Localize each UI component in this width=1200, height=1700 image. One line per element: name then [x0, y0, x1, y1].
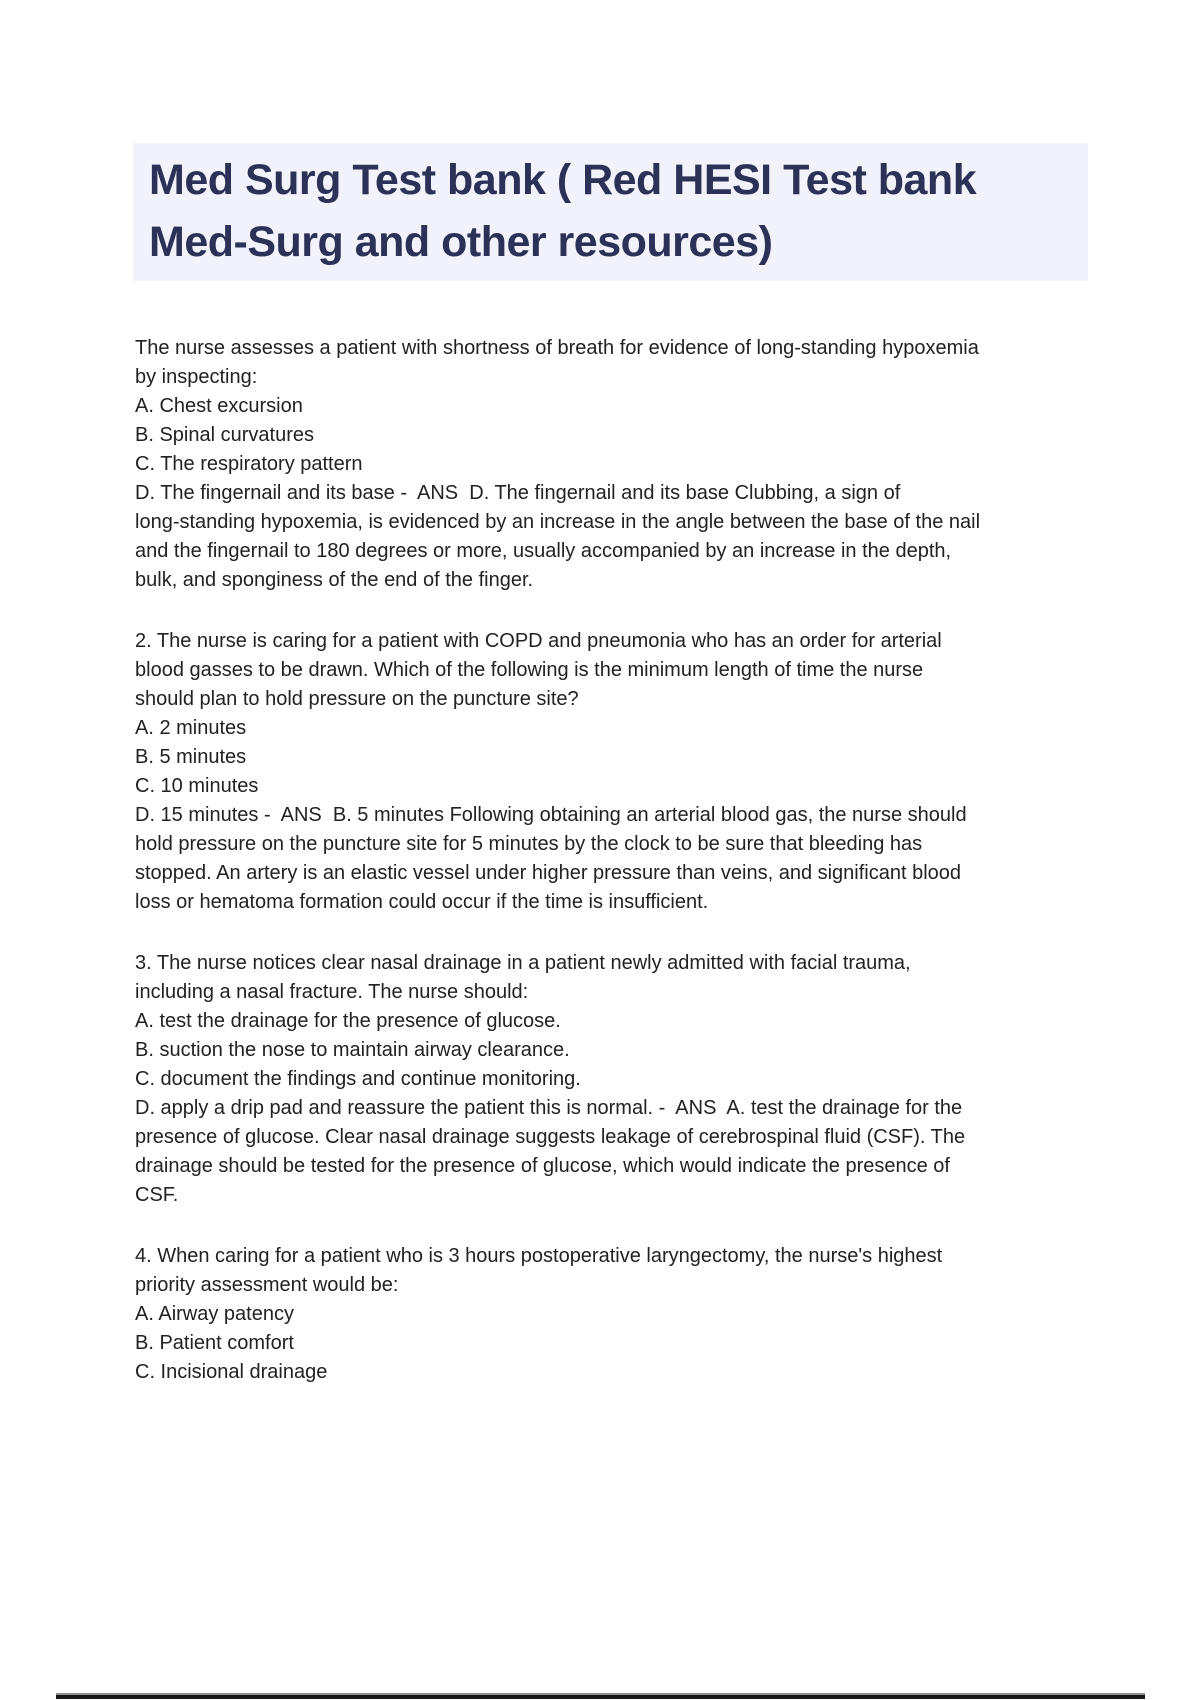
question-line: 2. The nurse is caring for a patient with COPD and pneumonia who has an order for arterial: [135, 630, 942, 652]
question-line: A. Airway patency: [135, 1303, 294, 1325]
question-line: C. document the findings and continue monitoring.: [135, 1068, 581, 1090]
question-line: The nurse assesses a patient with shortness of breath for evidence of long-standing hypoxemia: [135, 337, 979, 359]
question-line: stopped. An artery is an elastic vessel under higher pressure than veins, and significant blood: [135, 862, 962, 884]
question-block: [135, 1242, 1075, 1387]
question-line: A. 2 minutes: [135, 717, 247, 739]
question-line: CSF.: [135, 1184, 179, 1206]
question-line: D. apply a drip pad and reassure the patient this is normal. - ANS A. test the drainage for the: [135, 1097, 963, 1119]
question-line: blood gasses to be drawn. Which of the following is the minimum length of time the nurse: [135, 659, 924, 681]
question-line: C. 10 minutes: [135, 775, 259, 797]
question-line: and the fingernail to 180 degrees or more, usually accompanied by an increase in the depth,: [135, 540, 952, 562]
question-line: including a nasal fracture. The nurse should:: [135, 981, 529, 1003]
question-block: [135, 334, 1075, 595]
question-line: D. 15 minutes - ANS B. 5 minutes Following obtaining an arterial blood gas, the nurse should: [135, 804, 967, 826]
question-line: D. The fingernail and its base - ANS D. The fingernail and its base Clubbing, a sign of: [135, 482, 901, 504]
question-block: [135, 627, 1075, 917]
question-line: C. The respiratory pattern: [135, 453, 363, 475]
question-line: loss or hematoma formation could occur if the time is insufficient.: [135, 891, 709, 913]
question-line: B. 5 minutes: [135, 746, 247, 768]
question-line: bulk, and sponginess of the end of the finger.: [135, 569, 534, 591]
question-line: long-standing hypoxemia, is evidenced by an increase in the angle between the base of the nail: [135, 511, 981, 533]
question-line: priority assessment would be:: [135, 1274, 399, 1296]
question-line: C. Incisional drainage: [135, 1361, 328, 1383]
question-line: hold pressure on the puncture site for 5 minutes by the clock to be sure that bleeding has: [135, 833, 923, 855]
question-line: A. test the drainage for the presence of glucose.: [135, 1010, 561, 1032]
question-line: should plan to hold pressure on the puncture site?: [135, 688, 579, 710]
question-block: [135, 949, 1075, 1210]
question-line: A. Chest excursion: [135, 395, 303, 417]
document-title-line-1: Med Surg Test bank ( Red HESI Test bank: [149, 156, 977, 204]
document-body: [135, 334, 1075, 1387]
document-title-line-2: Med-Surg and other resources): [149, 218, 773, 266]
question-line: B. suction the nose to maintain airway clearance.: [135, 1039, 570, 1061]
question-line: B. Patient comfort: [135, 1332, 294, 1354]
question-line: 4. When caring for a patient who is 3 hours postoperative laryngectomy, the nurse's highest: [135, 1245, 943, 1267]
question-line: 3. The nurse notices clear nasal drainage in a patient newly admitted with facial trauma,: [135, 952, 911, 974]
question-line: drainage should be tested for the presence of glucose, which would indicate the presence of: [135, 1155, 950, 1177]
question-line: B. Spinal curvatures: [135, 424, 314, 446]
question-line: by inspecting:: [135, 366, 258, 388]
question-line: presence of glucose. Clear nasal drainage suggests leakage of cerebrospinal fluid (CSF). The: [135, 1126, 966, 1148]
document-title: [133, 143, 1088, 281]
page-divider: [56, 1693, 1145, 1699]
